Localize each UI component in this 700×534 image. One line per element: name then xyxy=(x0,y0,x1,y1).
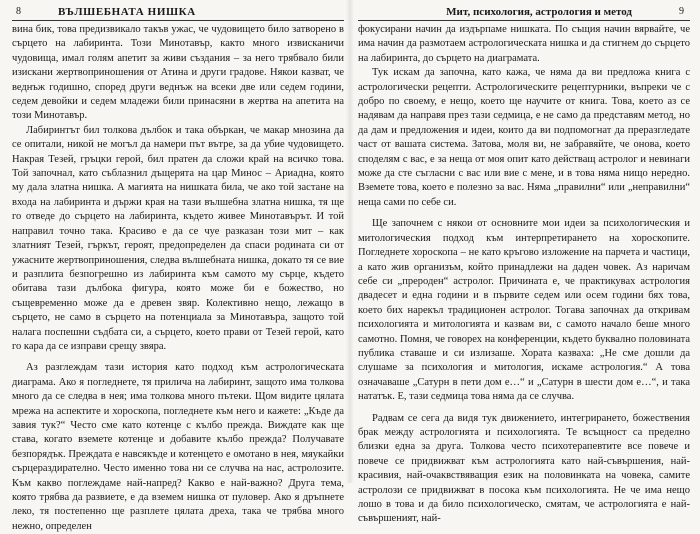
left-paragraph-1: вина бик, това предизвикало такъв ужас, че чудовището било затворено в сърцето на лабиринта. Този Минотавър, както много извисканичи чудовища, имал голям апетит за живи създания – за него трябвало били изискани жертвоприношения от Атина и други градове. Някои казват, че веднъж годишно, според други веднъж на всеки две или седем години, седем девойки и седем младежи били принасяни в жертва на апетита на този Минотавър. xyxy=(12,24,344,122)
right-header-rule xyxy=(358,20,690,21)
left-header-rule xyxy=(12,20,344,21)
right-paragraph-3: Ще започнем с някои от основните мои идеи за психологическия и митологическия подход към интерпретирането на хороскопите. Погледнете хороскопа – не като кръгово изложение на парчета и частици, а като жив организъм, който принадлежи на даден човек. Аз наричам себе си „прероден“ астролог. Причината е, че практикувах астрология двадесет и една години и в първите седем или осем години бях това, което бих нарекъл традиционен астролог. Тогава започнах да откривам психологията и митологията и казвам ви, с самото начало беше много самотно. Помня, че говорех на конференции, където буквално половината публика ставаше и си излизаше. Хората казваха: „Не сме дошли да слушаме за психология и митология, искаме астрология.“ А това означаваше „Сатурн в пети дом е…“ и „Сатурн в шести дом е…“, и така нататък. Е, тази седмица това няма да се случва. xyxy=(358,218,690,403)
left-body-text xyxy=(10,23,346,534)
right-paragraph-1: фокусирани начин да издърпаме нишката. По същия начин вярвайте, че има начин да размотаем астрологическата нишка и да стигнем до сърцето на лабиринта, до сърцето на диаграмата. xyxy=(358,24,690,64)
right-paragraph-4: Радвам се сега да видя тук движението, интегрирането, божествения брак между астрологията и психологията. Те всъщност са пределно близки една за друга. Толкова често психотерапевтите все повече и повече се придвижват към астрологията като най-съвършения, най-красивия, най-очаквствяващия език на половинката на човека, самите астролози се придвижват в посока към психологията. Не че има нещо лошо в това и да било психологическо, смятам, че астрологията е най-съвършеният, най- xyxy=(358,412,690,525)
left-running-head xyxy=(10,4,346,20)
right-page-number: 9 xyxy=(679,6,684,17)
right-page xyxy=(356,0,692,525)
left-page-number: 8 xyxy=(16,6,21,17)
left-page xyxy=(10,0,346,532)
left-paragraph-2: Лабиринтът бил толкова дълбок и така объркан, че макар мнозина да се опитали, никой не могъл да намери път вътре, за да убие чудовището. Накрая Тезей, гръцки герой, бил пратен да сложи край на всичко това. Той започнал, като съблазнил дъщерята на цар Минос – Ариадна, която му дала златна нишка. А магията на нишката била, че ако той застане на входа на лабиринта и държи края на тази вълшебна златна нишка, тя ще го отведе до сърцето на лабиринта, където живее Минотавърът. И той направил точно така. Красиво е да се чуе разказан този мит – как златният Тезей, гъркът, героят, предопределен да спаси родината си от ужасните жертвоприношения, следва вълшебната нишка, докато тя се вие и разплита безпогрешно из лабиринта към самото му сърце, където обитава тази дълбока фигура, която може би е божество, но същевременно може да е древен звяр. Колективно нещо, лежащо в сърцето, не само в сърцето на потенциала за Минотавъра, защото той налага поспешни съдбата си, а сърцето, което прави от Тезей герой, като го кара да се изправи срещу звяра. xyxy=(12,124,344,352)
book-gutter xyxy=(346,0,354,483)
right-running-head xyxy=(356,4,692,20)
right-paragraph-2: Тук искам да започна, като кажа, че няма да ви предложа книга с астрологически рецепти. Астрологическите рецептурники, въпреки че с добро по своему, е нещо, което ще научите от книга. Това, което аз се надявам да направя през тази седмица, е не само да представям метод, но да дам и предложения и идеи, които да ви подпомогнат да преразгледате част от вашата система. Затова, моля ви, не забравяйте, че онова, което споделям с вас, е за неща от моя опит като действащ астролог и невинаги може да сте съгласни с вас или вие с мене, и в това няма нищо нередно. Вземете това, което е полезно за вас. Няма „правилни“ или „неправилни“ неща сами по себе си. xyxy=(358,67,690,208)
left-running-title: ВЪЛШЕБНАТА НИШКА xyxy=(58,6,196,18)
right-body-text xyxy=(356,23,692,527)
right-running-title: Мит, психология, астрология и метод xyxy=(446,6,632,18)
left-paragraph-3: Аз разглеждам тази история като подход към астрологическата диаграма. Ако я погледнете, тя прилича на лабиринт, защото има толкова много да се следва в нея; има толкова много пътеки. Щом видите цялата мрежа на аспектите и хороскопа, погледнете към него и кажете: „Къде да завия тук?“ Често сме като котенце с кълбо прежда. Виждате как ще става, когато вземете котенце и добавите кълбо прежда? Получавате безпорядък. Преждата е навсякъде и котенцето е омотано в нея, мяукайки сърцераздирателно. Често именно това ни се случва на нас, астролозите. Към какво поглеждаме най-напред? Какво е най-важно? Друга тема, която трябва да развиете, е да вземем нишка от пуловер. Ако я дръпнете леко, тя постепенно ще разплете цялата дреха, така че трябва много нежно, определен xyxy=(12,362,344,532)
